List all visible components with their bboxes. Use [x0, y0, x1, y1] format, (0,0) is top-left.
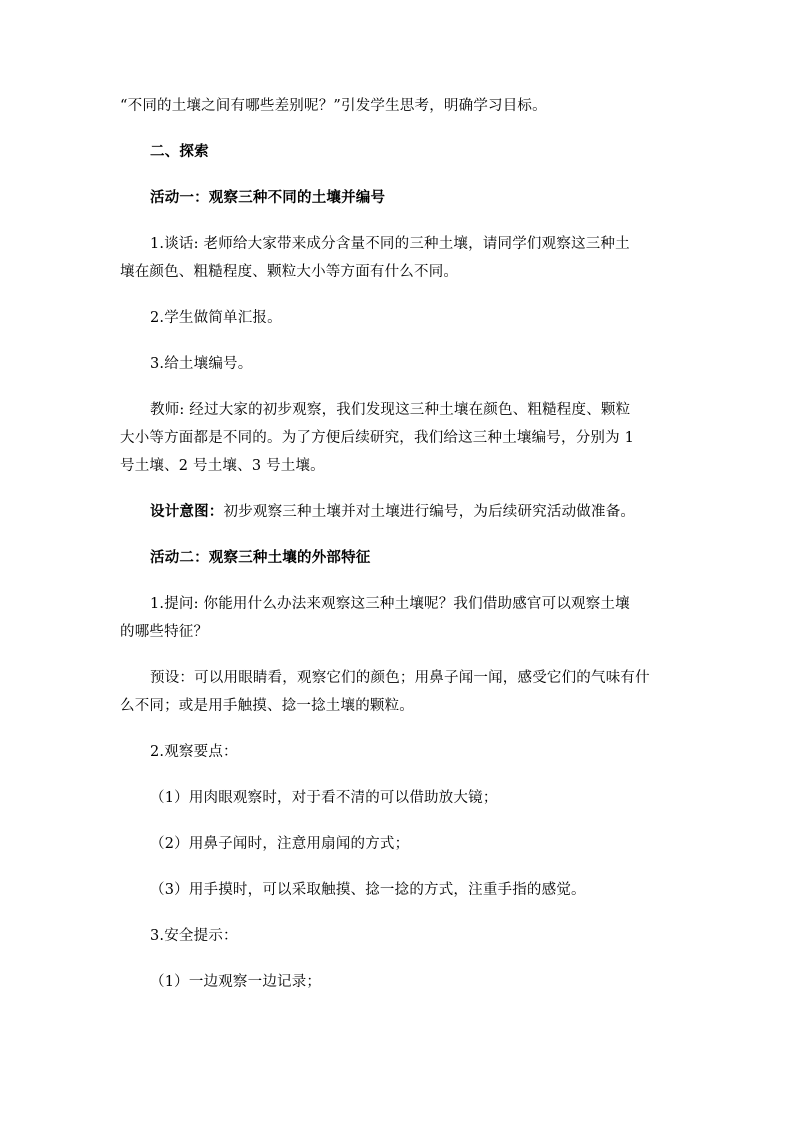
preset-paragraph-line-2: 么不同；或是用手触摸、捻一捻土壤的颗粒。	[120, 698, 414, 714]
observation-point-2: （2）用鼻子闻时，注意用扇闻的方式；	[150, 836, 410, 852]
safety-tips-heading: 3.安全提示：	[150, 928, 238, 944]
activity-one-step-1-line-1: 1.谈话: 老师给大家带来成分含量不同的三种土壤，请同学们观察这三种土	[150, 236, 630, 252]
teacher-paragraph-line-2: 大小等方面都是不同的。为了方便后续研究，我们给这三种土壤编号，分别为 1	[120, 430, 635, 446]
design-intent-label: 设计意图：	[150, 503, 224, 520]
activity-one-step-1-line-2: 壤在颜色、粗糙程度、颗粒大小等方面有什么不同。	[120, 264, 459, 280]
activity-two-heading: 活动二：观察三种土壤的外部特征	[150, 549, 371, 566]
teacher-paragraph-line-3: 号土壤、2 号土壤、3 号土壤。	[120, 458, 325, 474]
activity-two-step-1-line-1: 1.提问: 你能用什么办法来观察这三种土壤呢？我们借助感官可以观察土壤	[150, 596, 630, 612]
design-intent	[150, 502, 635, 522]
teacher-paragraph-line-1: 教师: 经过大家的初步观察，我们发现这三种土壤在颜色、粗糙程度、颗粒	[150, 402, 631, 418]
observation-point-1: （1）用肉眼观察时，对于看不清的可以借助放大镜；	[150, 790, 498, 806]
safety-tip-1: （1）一边观察一边记录；	[150, 974, 322, 990]
activity-one-heading: 活动一：观察三种不同的土壤并编号	[150, 189, 386, 206]
section-heading-explore: 二、探索	[150, 143, 209, 160]
preset-paragraph-line-1: 预设：可以用眼睛看，观察它们的颜色；用鼻子闻一闻，感受它们的气味有什	[150, 670, 650, 686]
observation-points-heading: 2.观察要点：	[150, 744, 238, 760]
activity-one-step-3: 3.给土壤编号。	[150, 356, 253, 372]
activity-one-step-2: 2.学生做简单汇报。	[150, 310, 282, 326]
observation-point-3: （3）用手摸时，可以采取触摸、捻一捻的方式，注重手指的感觉。	[150, 882, 586, 898]
activity-two-step-1-line-2: 的哪些特征？	[120, 624, 209, 640]
design-intent-text: 初步观察三种土壤并对土壤进行编号，为后续研究活动做准备。	[223, 504, 636, 520]
paragraph-intro-question: “不同的土壤之间有哪些差别呢？”引发学生思考，明确学习目标。	[120, 98, 547, 114]
